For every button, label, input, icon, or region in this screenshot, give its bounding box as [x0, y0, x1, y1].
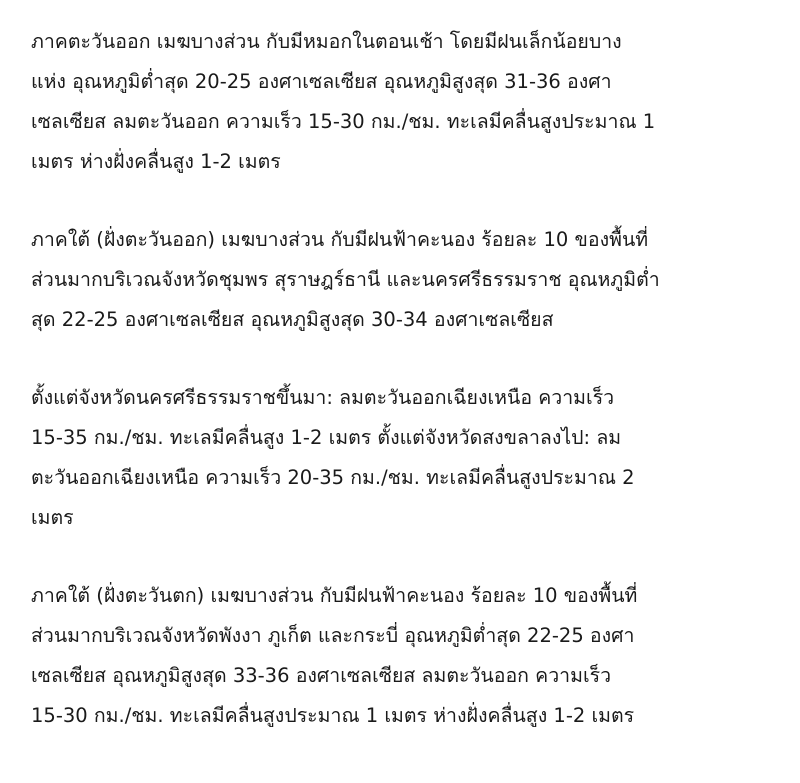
- paragraph-southern-east-coast-winds: [31, 378, 780, 538]
- text-line: ภาคตะวันออก เมฆบางส่วน กับมีหมอกในตอนเช้า โดยมีฝนเล็กน้อยบาง: [31, 30, 622, 53]
- paragraph-eastern-region: [31, 22, 780, 182]
- text-line: ตั้งแต่จังหวัดนครศรีธรรมราชขึ้นมา: ลมตะวันออกเฉียงเหนือ ความเร็ว: [31, 386, 615, 409]
- text-line: เซลเซียส อุณหภูมิสูงสุด 33-36 องศาเซลเซียส ลมตะวันออก ความเร็ว: [31, 664, 612, 687]
- text-line: เซลเซียส ลมตะวันออก ความเร็ว 15-30 กม./ชม. ทะเลมีคลื่นสูงประมาณ 1: [31, 110, 656, 133]
- text-line: สุด 22-25 องศาเซลเซียส อุณหภูมิสูงสุด 30-34 องศาเซลเซียส: [31, 308, 554, 331]
- paragraph-southern-west-coast: [31, 576, 780, 736]
- text-line: ส่วนมากบริเวณจังหวัดพังงา ภูเก็ต และกระบี่ อุณหภูมิต่ำสุด 22-25 องศา: [31, 624, 635, 647]
- text-line: ภาคใต้ (ฝั่งตะวันตก) เมฆบางส่วน กับมีฝนฟ้าคะนอง ร้อยละ 10 ของพื้นที่: [31, 584, 638, 607]
- text-line: ภาคใต้ (ฝั่งตะวันออก) เมฆบางส่วน กับมีฝนฟ้าคะนอง ร้อยละ 10 ของพื้นที่: [31, 228, 649, 251]
- text-line: แห่ง อุณหภูมิต่ำสุด 20-25 องศาเซลเซียส อุณหภูมิสูงสุด 31-36 องศา: [31, 70, 612, 93]
- text-line: ส่วนมากบริเวณจังหวัดชุมพร สุราษฎร์ธานี และนครศรีธรรมราช อุณหภูมิต่ำ: [31, 268, 660, 291]
- text-line: ตะวันออกเฉียงเหนือ ความเร็ว 20-35 กม./ชม. ทะเลมีคลื่นสูงประมาณ 2: [31, 466, 635, 489]
- text-line: 15-30 กม./ชม. ทะเลมีคลื่นสูงประมาณ 1 เมตร ห่างฝั่งคลื่นสูง 1-2 เมตร: [31, 704, 635, 727]
- text-line: เมตร: [31, 506, 74, 529]
- text-line: 15-35 กม./ชม. ทะเลมีคลื่นสูง 1-2 เมตร ตั้งแต่จังหวัดสงขลาลงไป: ลม: [31, 426, 622, 449]
- text-line: เมตร ห่างฝั่งคลื่นสูง 1-2 เมตร: [31, 150, 281, 173]
- paragraph-southern-east-coast: [31, 220, 780, 340]
